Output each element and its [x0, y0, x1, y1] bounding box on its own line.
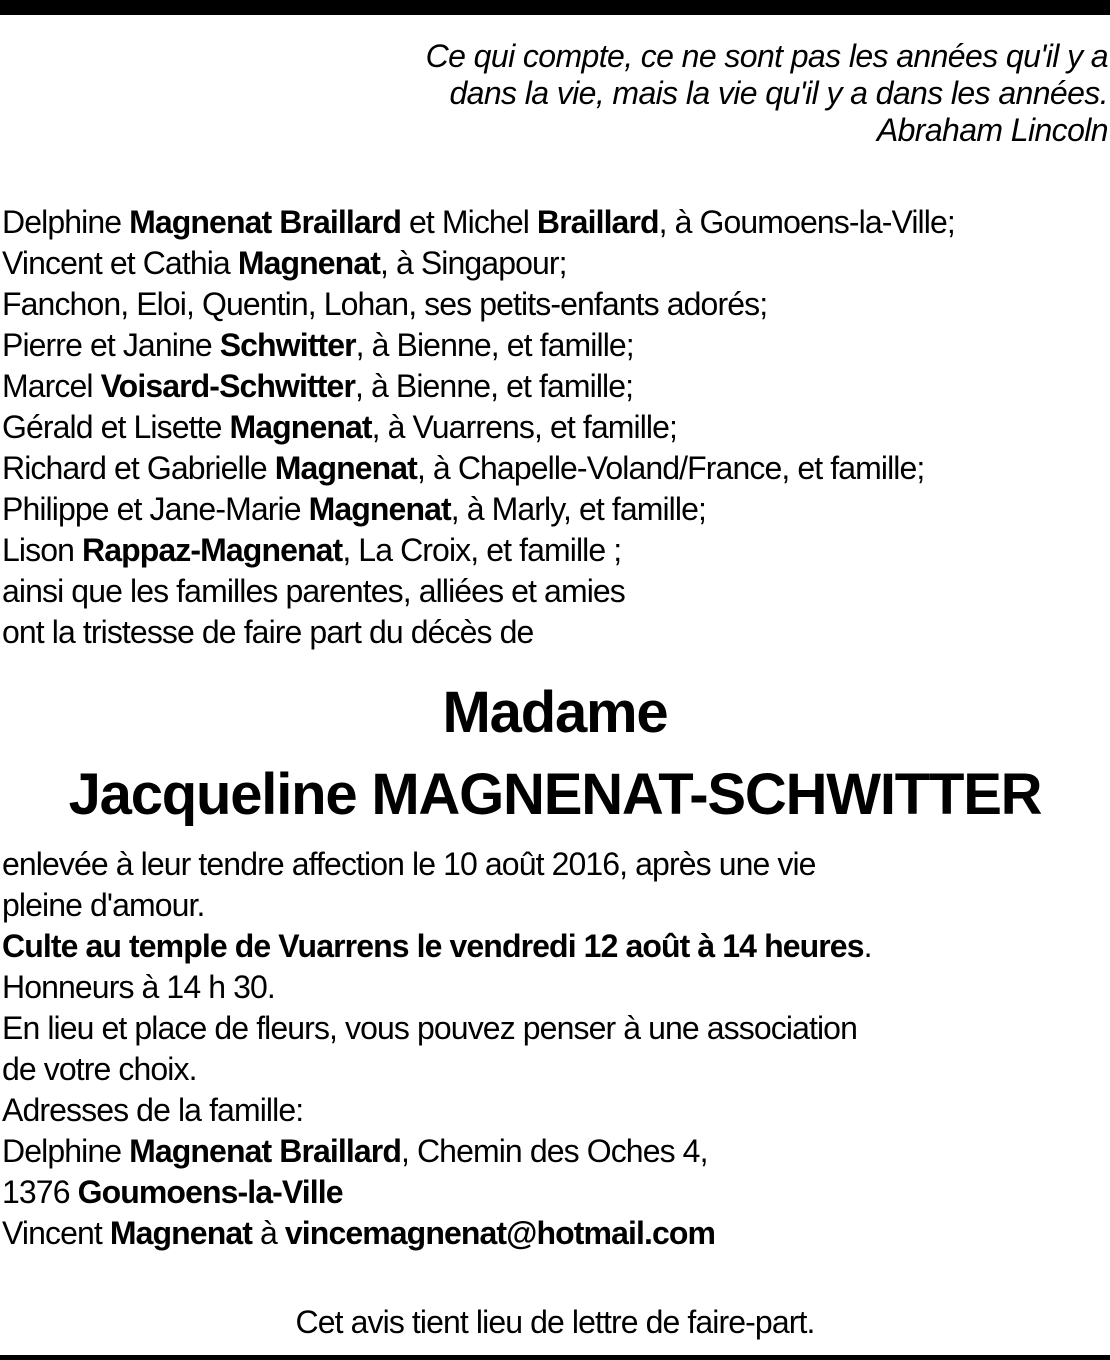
family-line: Lison Rappaz-Magnenat, La Croix, et famille ;	[2, 532, 622, 568]
details-line: pleine d'amour.	[2, 887, 205, 923]
family-line: Marcel Voisard-Schwitter, à Bienne, et famille;	[2, 368, 634, 404]
family-line: ont la tristesse de faire part du décès de	[2, 614, 534, 650]
deceased-name-block	[0, 672, 1110, 836]
contact-line: Vincent Magnenat à vincemagnenat@hotmail.com	[2, 1215, 716, 1251]
deceased-title: Madame	[442, 680, 668, 745]
details-line: Adresses de la famille:	[2, 1092, 304, 1128]
quote-line-1: Ce qui compte, ce ne sont pas les années qu'il y a	[425, 38, 1108, 74]
details-line: de votre choix.	[2, 1051, 197, 1087]
family-line: Pierre et Janine Schwitter, à Bienne, et famille;	[2, 327, 634, 363]
family-line: Gérald et Lisette Magnenat, à Vuarrens, et famille;	[2, 409, 678, 445]
family-line: ainsi que les familles parentes, alliées et amies	[2, 573, 625, 609]
family-line: Vincent et Cathia Magnenat, à Singapour;	[2, 245, 567, 281]
email-address: vincemagnenat@hotmail.com	[284, 1215, 716, 1251]
family-line: Richard et Gabrielle Magnenat, à Chapelle-Voland/France, et famille;	[2, 450, 925, 486]
details-line: Honneurs à 14 h 30.	[2, 969, 275, 1005]
bottom-rule	[0, 1355, 1110, 1360]
quote-line-2: dans la vie, mais la vie qu'il y a dans les années.	[449, 75, 1108, 111]
details-list	[2, 844, 1110, 1254]
top-rule	[0, 0, 1110, 15]
family-list	[2, 202, 1110, 653]
service-info: Culte au temple de Vuarrens le vendredi 12 août à 14 heures.	[2, 928, 872, 964]
deceased-name: Jacqueline MAGNENAT-SCHWITTER	[68, 762, 1042, 827]
address-line: Delphine Magnenat Braillard, Chemin des Oches 4,	[2, 1133, 708, 1169]
details-line: En lieu et place de fleurs, vous pouvez penser à une association	[2, 1010, 857, 1046]
details-line: enlevée à leur tendre affection le 10 août 2016, après une vie	[2, 846, 816, 882]
family-line: Philippe et Jane-Marie Magnenat, à Marly, et famille;	[2, 491, 706, 527]
epigraph-quote	[208, 38, 1108, 149]
family-line: Delphine Magnenat Braillard et Michel Braillard, à Goumoens-la-Ville;	[2, 204, 955, 240]
family-line: Fanchon, Eloi, Quentin, Lohan, ses petits-enfants adorés;	[2, 286, 768, 322]
address-line: 1376 Goumoens-la-Ville	[2, 1174, 343, 1210]
closing-note: Cet avis tient lieu de lettre de faire-part.	[295, 1304, 815, 1340]
quote-author: Abraham Lincoln	[876, 112, 1108, 148]
